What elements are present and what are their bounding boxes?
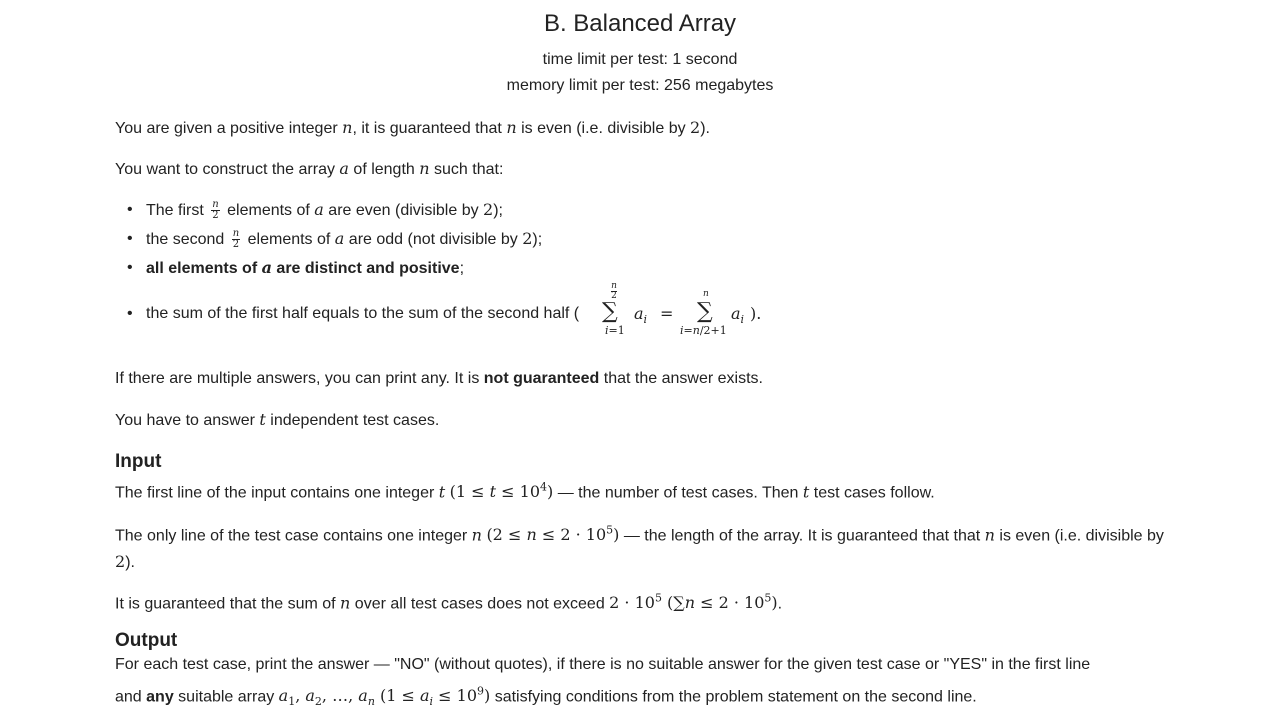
conditions-list [115, 196, 1175, 283]
memory-limit: memory limit per test: 256 megabytes [506, 77, 774, 94]
list-item: • the sum of the first half equals to the sum of the second half ( [115, 300, 1175, 328]
output-line-1: For each test case, print the answer — "NO" (without quotes), if there is no suitable answer for the given test case or "YES" in the first line [115, 656, 1091, 673]
input-line-2: The only line of the test case contains one integer n $(2 \le n \le 2 \cdot 10^5)$ — the length of the array. It is guaranteed that that n is even (i.e. divisible by 2). [115, 524, 1164, 572]
output-heading: Output [115, 630, 178, 651]
input-heading: Input [115, 451, 162, 472]
statement-paragraph-1: You are given a positive integer n, it is guaranteed that n is even (i.e. divisible by 2). [115, 118, 710, 137]
list-item: • all elements of a are distinct and positive; [115, 254, 1175, 283]
problem-title: B. Balanced Array [543, 10, 737, 37]
output-line-2: and any suitable array $a_1$, $a_2$, …, $a_n$ $(1 \le a_i \le 10^9)$ satisfying conditions from the problem statement on the second line. [115, 685, 977, 709]
input-line-3: It is guaranteed that the sum of n over all test cases does not exceed $2 \cdot 10^5$ $(\sum n \le 2 \cdot 10^5)$. [115, 592, 783, 613]
input-line-1: The first line of the input contains one integer t $(1 \le t \le 10^4)$ — the number of test cases. Then t test cases follow. [115, 481, 935, 502]
statement-paragraph-2: You want to construct the array a of length n such that: [115, 159, 504, 178]
time-limit: time limit per test: 1 second [542, 51, 738, 68]
statement-paragraph-4: You have to answer t independent test cases. [115, 410, 440, 429]
sum-formula: n 2 ∑ i=1 $a_i$ = n ∑ i=n/2+1 $a_i$ ). [602, 281, 762, 337]
list-item: • the second $\frac{n}{2}$ elements of a are odd (not divisible by 2); [115, 225, 1175, 254]
statement-paragraph-3: If there are multiple answers, you can print any. It is not guaranteed that the answer exists. [115, 370, 763, 387]
list-item: • The first $\frac{n}{2}$ elements of a are even (divisible by 2); [115, 196, 1175, 225]
